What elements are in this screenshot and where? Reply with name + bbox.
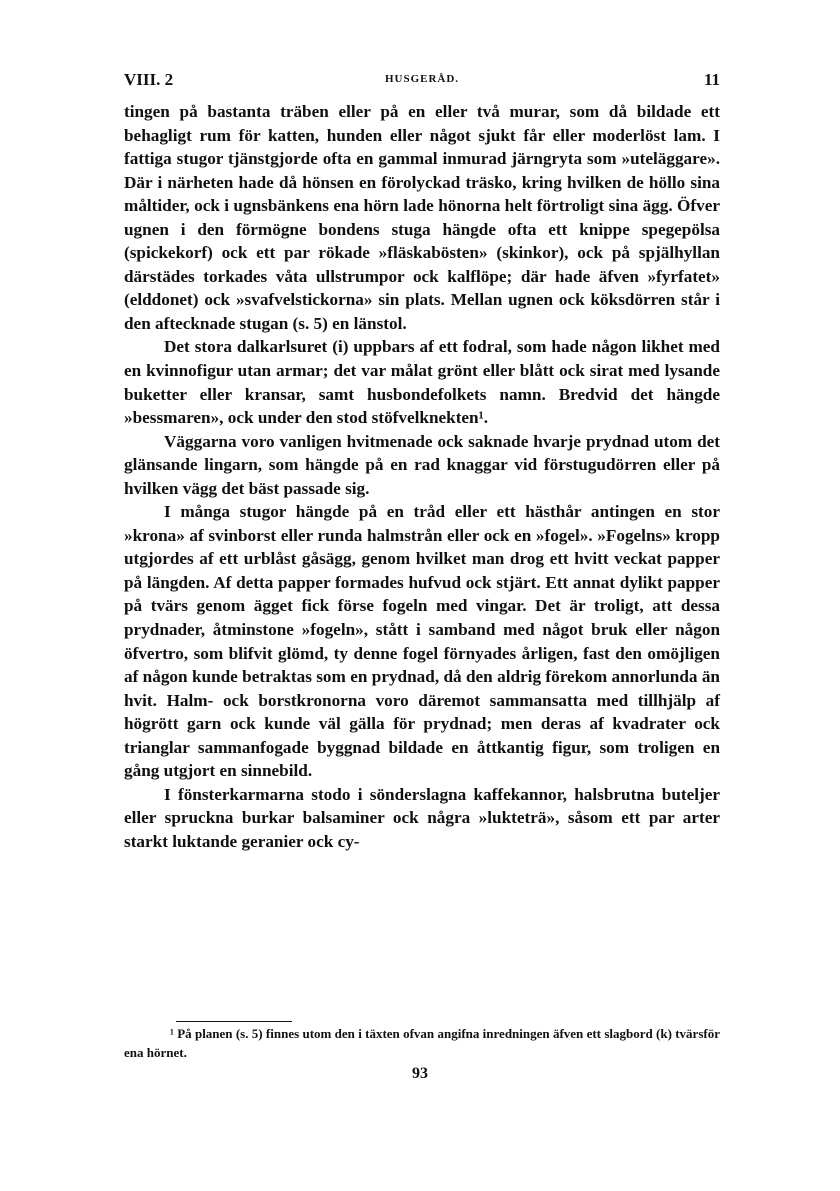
paragraph-3: Väggarna voro vanligen hvitmenade ock saknade hvarje prydnad utom det glänsande lingarn, som hängde på en rad knaggar vid förstugudörren eller på hvilken vägg det bäst passade sig.: [124, 431, 720, 498]
paragraph-2: Det stora dalkarlsuret (i) uppbars af ett fodral, som hade någon likhet med en kvinnofigur utan armar; det var målat grönt eller blått ock sirat med lysande buketter eller kransar, samt husbondefolkets namn. Bredvid det hängde »bessmaren», ock under den stod stöfvelknekten¹.: [124, 337, 720, 428]
paragraph-5: I fönsterkarmarna stodo i sönderslagna kaffekannor, halsbrutna buteljer eller spruckna burkar balsaminer ock några »lukteträ», såsom ett par arter starkt luktande geranier ock cy-: [124, 784, 720, 851]
body-text: [124, 100, 720, 854]
paragraph-4: I många stugor hängde på en tråd eller ett hästhår antingen en stor »krona» af svinborst eller runda halmstrån eller ock en »fogel». »Fogelns» kropp utgjordes af ett urblåst gåsägg, genom hvilket man drog ett hvitt veckat papper på längden. Af detta papper formades hufvud ock stjärt. Ett annat dylikt papper på tvärs genom ägget fick förse fogeln med vingar. Det är troligt, att dessa prydnader, åtminstone »fogeln», stått i samband med något bruk eller någon öfvertro, som blifvit glömd, ty denne fogel förnyades årligen, fast den omöjligen af någon kunde betraktas som en prydnad, då den aldrig förekom annorlunda än hvit. Halm- ock borstkronorna voro däremot sammansatta med tillhjälp af högrött garn ock kunde väl gälla för prydnad; men deras af kvadrater ock trianglar sammanfogade byggnad bildade en åttkantig figur, som troligen en gång utgjort en sinnebild.: [124, 502, 720, 781]
running-header: [124, 70, 720, 94]
chapter-number: VIII. 2: [124, 70, 174, 89]
paragraph-1: tingen på bastanta träben eller på en eller två murar, som då bildade ett behagligt rum för katten, hunden eller något sjukt får eller moderlöst lam. I fattiga stugor tjänstgjorde ofta en gammal inmurad järngryta som »uteläggare». Där i närheten hade då hönsen en förolyckad träsko, kring hvilken de höllo sina måltider, ock i ugnsbänkens ena hörn lade hönorna helt förtroligt sina ägg. Öfver ugnen i den förmögne bondens stuga hängde ofta ett knippe spegepölsa (spickekorf) ock ett par rökade »fläskabösten» (skinkor), ock på spjälhyllan därstädes torkades våta ullstrumpor ock kalflöpe; där hade äfven »fyrfatet» (elddonet) ock »svafvelstickorna» sin plats. Mellan ugnen ock köksdörren står i den aftecknade stugan (s. 5) en länstol.: [124, 102, 720, 333]
footnote: ¹ På planen (s. 5) finnes utom den i täxten ofvan angifna inredningen äfven ett slagbord (k) tvärsför ena hörnet.: [124, 1026, 720, 1060]
section-page-number: 11: [703, 70, 720, 89]
page-number: 93: [412, 1065, 428, 1082]
running-title: HUSGERÅD.: [384, 73, 460, 85]
footnote-divider: [176, 1021, 292, 1022]
